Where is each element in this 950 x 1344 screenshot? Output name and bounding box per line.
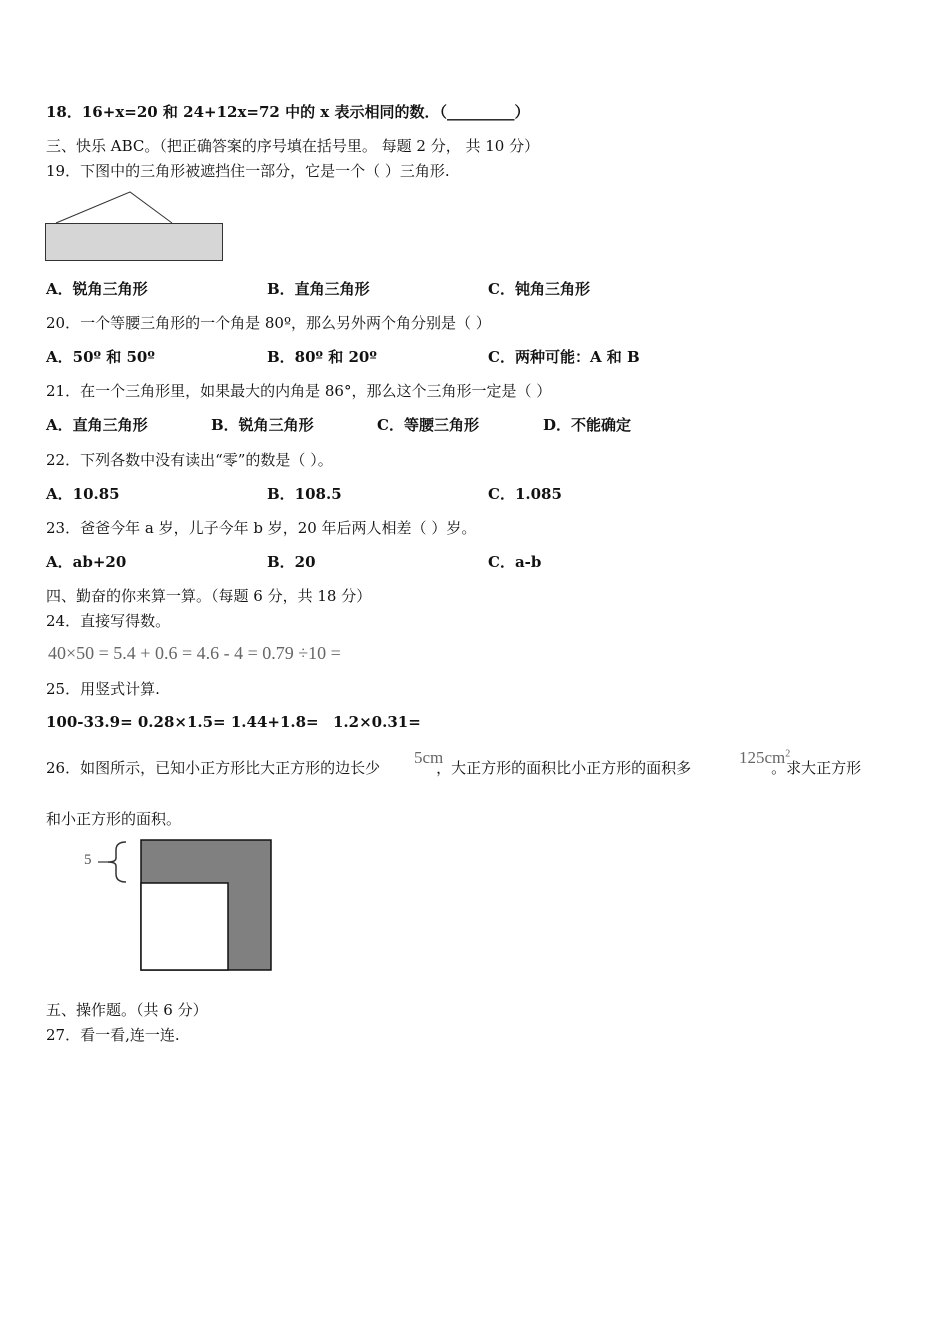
figure-side-label: 5 [84,852,92,868]
q23-option-a[interactable]: A．ab+20 [46,553,127,571]
question-18: 18．16+x=20 和 24+12x=72 中的 x 表示相同的数．（_________） [46,103,530,121]
section-4-title: 四、勤奋的你来算一算。（每题 6 分，共 18 分） [46,587,372,605]
question-25-expressions-b: 1.2×0.31= [333,713,421,731]
q22-option-c[interactable]: C．1.085 [488,485,562,503]
q26-side-difference: 5cm [414,748,444,767]
question-25-stem: 25．用竖式计算. [46,680,160,698]
section-5-title: 五、操作题。（共 6 分） [46,1001,208,1019]
q26-area-difference [739,748,790,768]
q23-option-c[interactable]: C．a-b [488,553,542,571]
hidden-triangle-figure [44,190,226,264]
question-25-expressions-a: 100-33.9= 0.28×1.5= 1.44+1.8= [46,713,319,731]
q22-option-a[interactable]: A．10.85 [46,485,120,503]
cover-rectangle [46,224,223,261]
question-22-stem: 22．下列各数中没有读出“零”的数是（ ）。 [46,451,333,469]
q19-option-c[interactable]: C．钝角三角形 [488,280,590,298]
question-23-stem: 23．爸爸今年 a 岁，儿子今年 b 岁，20 年后两人相差（ ）岁。 [46,519,477,537]
q26-part3: 。求大正方形 [771,759,862,777]
q23-option-b[interactable]: B．20 [267,553,316,571]
q20-option-c[interactable]: C．两种可能：A 和 B [488,348,640,366]
q21-option-a[interactable]: A．直角三角形 [46,416,148,434]
question-21-stem: 21．在一个三角形里，如果最大的内角是 86°，那么这个三角形一定是（ ） [46,382,552,400]
q20-option-a[interactable]: A．50º 和 50º [46,348,155,366]
question-24-stem: 24．直接写得数。 [46,612,171,630]
triangle-visible-edges [56,192,172,223]
q21-option-d[interactable]: D．不能确定 [543,416,632,434]
question-27-stem: 27．看一看,连一连. [46,1026,180,1044]
question-26-line2: 和小正方形的面积。 [46,810,182,828]
q26-part1: 26．如图所示，已知小正方形比大正方形的边长少 [46,759,381,777]
small-square [141,883,228,970]
brace-mark [108,842,126,882]
q21-option-c[interactable]: C．等腰三角形 [377,416,479,434]
question-24-expressions: 40×50 = 5.4 + 0.6 = 4.6 - 4 = 0.79 ÷10 = [48,643,341,663]
q19-option-a[interactable]: A．锐角三角形 [46,280,148,298]
question-19-stem: 19．下图中的三角形被遮挡住一部分，它是一个（ ）三角形. [46,162,450,180]
q20-option-b[interactable]: B．80º 和 20º [267,348,377,366]
question-20-stem: 20．一个等腰三角形的一个角是 80º，那么另外两个角分别是（ ） [46,314,491,332]
q19-option-b[interactable]: B．直角三角形 [267,280,370,298]
q26-part2: ，大正方形的面积比小正方形的面积多 [436,759,692,777]
squares-figure [76,836,276,976]
q21-option-b[interactable]: B．锐角三角形 [211,416,314,434]
q22-option-b[interactable]: B．108.5 [267,485,342,503]
q26-area-value: 125cm [739,748,786,767]
section-3-title: 三、快乐 ABC。（把正确答案的序号填在括号里。 每题 2 分， 共 10 分） [46,137,540,155]
q26-area-exponent: 2 [785,748,791,760]
